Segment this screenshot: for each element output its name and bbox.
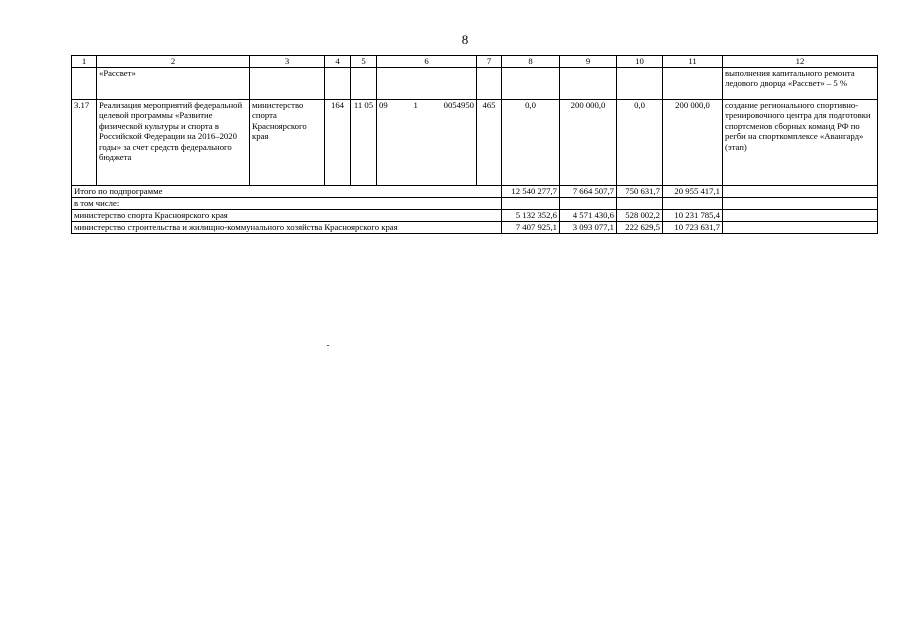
header-cell: 2 xyxy=(97,56,250,68)
total-col8 xyxy=(502,197,560,209)
total-col11: 10 723 631,7 xyxy=(663,221,723,233)
row-number: 3.17 xyxy=(72,99,97,185)
total-col11 xyxy=(663,197,723,209)
header-cell: 5 xyxy=(351,56,377,68)
total-row xyxy=(72,185,878,197)
header-cell: 12 xyxy=(723,56,878,68)
csr-part-a: 09 xyxy=(379,99,388,110)
total-label: министерство строительства и жилищно-коммунального хозяйства Красноярского края xyxy=(72,221,502,233)
total-col10: 222 629,5 xyxy=(617,221,663,233)
header-cell: 7 xyxy=(477,56,502,68)
total-col10 xyxy=(617,197,663,209)
event-name: Реализация мероприятий федеральной целевой программы «Развитие физической культуры и спорта в Российской Федерации на 2016–2020 годы» за счет средств федерального бюджета xyxy=(97,99,250,185)
total-col9 xyxy=(560,197,617,209)
total-col10: 750 631,7 xyxy=(617,185,663,197)
csr-code xyxy=(377,99,477,185)
total-col11: 20 955 417,1 xyxy=(663,185,723,197)
total-col9: 3 093 077,1 xyxy=(560,221,617,233)
header-cell: 9 xyxy=(560,56,617,68)
event-name-cont: «Рассвет» xyxy=(97,67,250,99)
header-cell: 1 xyxy=(72,56,97,68)
header-cell: 8 xyxy=(502,56,560,68)
table-row xyxy=(72,67,878,99)
total-row xyxy=(72,197,878,209)
total-col8: 5 132 352,6 xyxy=(502,209,560,221)
header-cell: 4 xyxy=(325,56,351,68)
csr-part-b: 1 xyxy=(413,99,418,110)
value-col10: 0,0 xyxy=(617,99,663,185)
result: создание регионального спортивно-тренировочного центра для подготовки спортсменов сборных команд РФ по регби на спорткомплексе «Авангард» (этап) xyxy=(723,99,878,185)
total-col10: 528 002,2 xyxy=(617,209,663,221)
program-table xyxy=(71,55,878,234)
scan-speck xyxy=(327,345,329,346)
value-col8: 0,0 xyxy=(502,99,560,185)
csr-part-c: 0054950 xyxy=(443,99,474,110)
page-number: 8 xyxy=(461,32,469,47)
header-row xyxy=(72,56,878,68)
grbs-code: 164 xyxy=(325,99,351,185)
total-col9: 4 571 430,6 xyxy=(560,209,617,221)
result-cont: выполнения капитального ремонта ледового дворца «Рассвет» – 5 % xyxy=(723,67,878,99)
total-label: Итого по подпрограмме xyxy=(72,185,502,197)
total-row xyxy=(72,209,878,221)
ministry: министерство спорта Красноярского края xyxy=(250,99,325,185)
total-col9: 7 664 507,7 xyxy=(560,185,617,197)
header-cell: 11 xyxy=(663,56,723,68)
vr-code: 465 xyxy=(477,99,502,185)
table-row xyxy=(72,99,878,185)
header-cell: 6 xyxy=(377,56,477,68)
total-col11: 10 231 785,4 xyxy=(663,209,723,221)
total-label: в том числе: xyxy=(72,197,502,209)
total-label: министерство спорта Красноярского края xyxy=(72,209,502,221)
value-col9: 200 000,0 xyxy=(560,99,617,185)
header-cell: 10 xyxy=(617,56,663,68)
total-col8: 12 540 277,7 xyxy=(502,185,560,197)
total-row xyxy=(72,221,878,233)
total-col8: 7 407 925,1 xyxy=(502,221,560,233)
rzpr-code: 11 05 xyxy=(351,99,377,185)
header-cell: 3 xyxy=(250,56,325,68)
value-col11: 200 000,0 xyxy=(663,99,723,185)
